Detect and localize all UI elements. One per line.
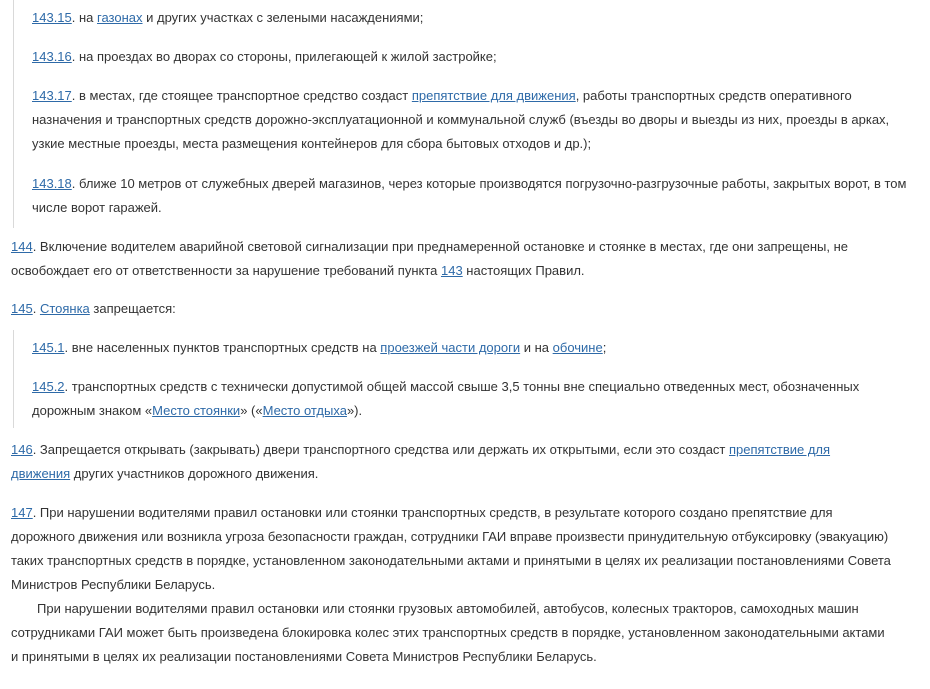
paragraph-text: При нарушении водителями правил остановки или стоянки грузовых автомобилей, автобусов, колесных тракторов, самоходных машин сотрудниками ГАИ может быть произведена блокировка колес этих транспортных средств в порядке, установленном законодательными актами и принятыми в целях их реализации постановлениями Совета Министров Республики Беларусь. bbox=[11, 601, 885, 664]
paragraph-text: . При нарушении водителями правил остановки или стоянки транспортных средств, в результате которого создано препятствие для дорожного движения или возникла угроза безопасности граждан, сотрудники ГАИ вправе произвести принудительную отбуксировку (эвакуацию) таких транспортных средств в порядке, установленном законодательными актами и принятыми в целях их реализации постановлениями Совета Министров Республики Беларусь. bbox=[11, 505, 891, 592]
paragraph-number-link[interactable]: 143.15 bbox=[32, 10, 72, 25]
paragraph-number-link[interactable]: 144 bbox=[11, 239, 33, 254]
paragraph-143-15 bbox=[32, 6, 912, 30]
paragraph-number-link[interactable]: 147 bbox=[11, 505, 33, 520]
paragraph-145-1 bbox=[32, 336, 912, 360]
paragraph-143-17 bbox=[32, 84, 912, 156]
link-obstacle-for-traffic[interactable]: препятствие для движения bbox=[411, 88, 576, 103]
link-item-143[interactable]: 143 bbox=[440, 263, 463, 278]
paragraph-text: . в местах, где стоящее транспортное средство создаст bbox=[71, 88, 412, 103]
paragraph-144 bbox=[11, 235, 891, 283]
paragraph-text: ; bbox=[602, 340, 607, 355]
link-rest-place-sign[interactable]: Место отдыха bbox=[262, 403, 347, 418]
paragraph-text: других участников дорожного движения. bbox=[70, 466, 319, 481]
paragraph-number-link[interactable]: 146 bbox=[11, 442, 33, 457]
paragraph-text: . bbox=[32, 301, 40, 316]
paragraph-number-link[interactable]: 145.2 bbox=[32, 379, 65, 394]
paragraph-text: . Включение водителем аварийной световой сигнализации при преднамеренной остановке и стоянке в местах, где они запрещены, не освобождает его от ответственности за нарушение требований пункта bbox=[11, 239, 848, 278]
paragraph-text: и других участках с зелеными насаждениями; bbox=[142, 10, 424, 25]
link-parking-place-sign[interactable]: Место стоянки bbox=[152, 403, 241, 418]
paragraph-text: . Запрещается открывать (закрывать) двери транспортного средства или держать их открытыми, если это создаст bbox=[32, 442, 729, 457]
paragraph-number-link[interactable]: 145 bbox=[11, 301, 33, 316]
paragraph-text: запрещается: bbox=[89, 301, 176, 316]
paragraph-143-18 bbox=[32, 172, 912, 220]
link-lawns[interactable]: газонах bbox=[97, 10, 143, 25]
paragraph-147 bbox=[11, 501, 891, 597]
paragraph-text: . транспортных средств с технически допустимой общей массой свыше 3,5 тонны вне специально отведенных мест, обозначенных дорожным знаком « bbox=[32, 379, 860, 418]
paragraph-146 bbox=[11, 438, 891, 486]
paragraph-145-2 bbox=[32, 375, 912, 423]
link-obstacle-for-traffic[interactable]: препятствие для движения bbox=[11, 442, 831, 481]
subitems-143-block bbox=[13, 0, 919, 228]
paragraph-143-16 bbox=[32, 45, 912, 69]
paragraph-text: . вне населенных пунктов транспортных средств на bbox=[64, 340, 381, 355]
paragraph-145 bbox=[11, 297, 891, 321]
paragraph-number-link[interactable]: 143.17 bbox=[32, 88, 72, 103]
paragraph-text: . на bbox=[71, 10, 98, 25]
paragraph-text: »). bbox=[346, 403, 363, 418]
subitems-145-block bbox=[13, 330, 919, 428]
paragraph-text: , работы транспортных средств оперативного назначения и транспортных средств дорожно-эксплуатационной и коммунальной служб (въезды во дворы и выезды из них, проезды в арках, узкие местные проезды, места размещения контейнеров для сбора бытовых отходов и др.); bbox=[32, 88, 890, 151]
paragraph-text: . ближе 10 метров от служебных дверей магазинов, через которые производятся погрузочно-разгрузочные работы, закрытых ворот, в том числе ворот гаражей. bbox=[32, 176, 907, 215]
paragraph-147-second bbox=[11, 597, 891, 669]
paragraph-number-link[interactable]: 145.1 bbox=[32, 340, 65, 355]
link-roadside[interactable]: обочине bbox=[552, 340, 603, 355]
paragraph-number-link[interactable]: 143.16 bbox=[32, 49, 72, 64]
paragraph-text: . на проездах во дворах со стороны, прилегающей к жилой застройке; bbox=[71, 49, 497, 64]
paragraph-number-link[interactable]: 143.18 bbox=[32, 176, 72, 191]
link-carriageway[interactable]: проезжей части дороги bbox=[380, 340, 521, 355]
link-parking[interactable]: Стоянка bbox=[39, 301, 90, 316]
paragraph-text: и на bbox=[520, 340, 553, 355]
paragraph-text: » (« bbox=[240, 403, 263, 418]
paragraph-text: настоящих Правил. bbox=[462, 263, 585, 278]
